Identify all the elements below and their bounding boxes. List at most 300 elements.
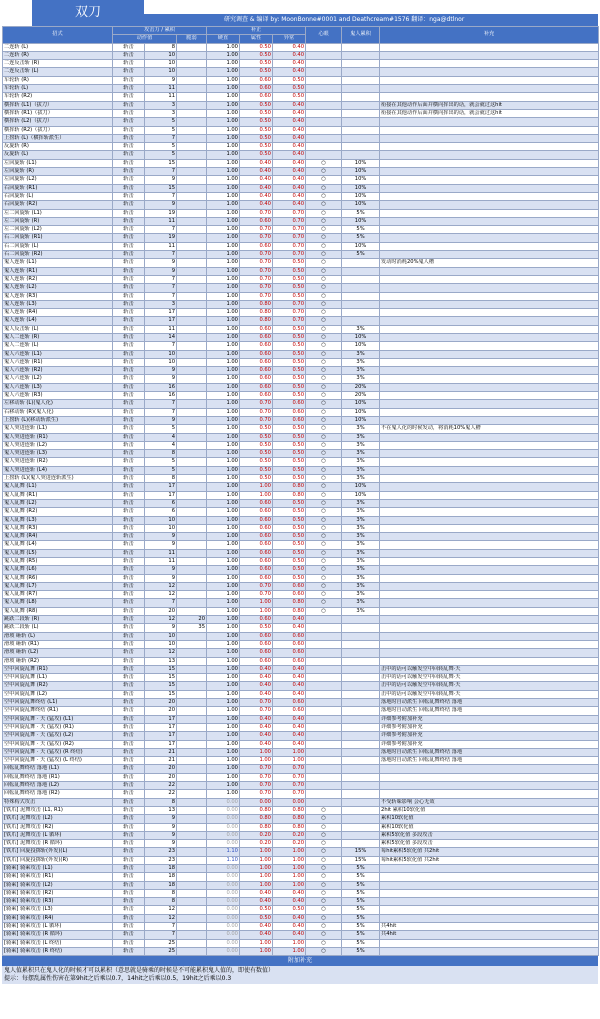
cell-demon bbox=[342, 699, 380, 707]
cell-demon bbox=[342, 284, 380, 292]
cell-abn: 0.60 bbox=[273, 699, 306, 707]
cell-status bbox=[177, 466, 207, 474]
cell-move: 滑坡 砸斩 (R2) bbox=[3, 657, 113, 665]
cell-elem: 0.70 bbox=[240, 782, 273, 790]
cell-note bbox=[380, 234, 599, 242]
cell-heart bbox=[306, 51, 342, 59]
cell-status bbox=[177, 516, 207, 524]
cell-status bbox=[177, 358, 207, 366]
table-row bbox=[3, 906, 599, 914]
cell-type: 斩击 bbox=[113, 400, 145, 408]
cell-elem: 0.40 bbox=[240, 889, 273, 897]
cell-note: 累积5软化值 多段攻击 bbox=[380, 831, 599, 839]
cell-move: 鬼人乱舞 (L7) bbox=[3, 582, 113, 590]
cell-motion: 9 bbox=[145, 375, 177, 383]
cell-note bbox=[380, 508, 599, 516]
cell-heart: ○ bbox=[306, 475, 342, 483]
cell-heart: ○ bbox=[306, 325, 342, 333]
table-row bbox=[3, 881, 599, 889]
cell-motion: 10 bbox=[145, 68, 177, 76]
cell-heart bbox=[306, 43, 342, 51]
cell-hard: 1.10 bbox=[207, 848, 240, 856]
cell-heart: ○ bbox=[306, 234, 342, 242]
cell-hard: 1.00 bbox=[207, 657, 240, 665]
cell-demon bbox=[342, 309, 380, 317]
cell-type: 斩击 bbox=[113, 682, 145, 690]
cell-note bbox=[380, 558, 599, 566]
cell-note: 发动时消耗20%鬼人槽 bbox=[380, 259, 599, 267]
cell-type: 斩击 bbox=[113, 516, 145, 524]
cell-elem: 0.40 bbox=[240, 740, 273, 748]
cell-type: 斩击 bbox=[113, 541, 145, 549]
cell-hard: 1.00 bbox=[207, 715, 240, 723]
cell-abn: 0.50 bbox=[273, 93, 306, 101]
cell-abn: 0.40 bbox=[273, 674, 306, 682]
cell-status bbox=[177, 217, 207, 225]
cell-note bbox=[380, 591, 599, 599]
cell-demon: 5% bbox=[342, 898, 380, 906]
cell-motion: 7 bbox=[145, 226, 177, 234]
cell-demon bbox=[342, 765, 380, 773]
cell-note bbox=[380, 300, 599, 308]
cell-note bbox=[380, 632, 599, 640]
cell-heart: ○ bbox=[306, 558, 342, 566]
cell-motion: 12 bbox=[145, 582, 177, 590]
cell-motion: 8 bbox=[145, 43, 177, 51]
cell-move: 空中回旋乱舞 (R1) bbox=[3, 665, 113, 673]
cell-elem: 0.80 bbox=[240, 815, 273, 823]
cell-abn: 0.50 bbox=[273, 275, 306, 283]
cell-status bbox=[177, 682, 207, 690]
cell-status bbox=[177, 748, 207, 756]
cell-hard: 1.00 bbox=[207, 51, 240, 59]
cell-hard: 0.00 bbox=[207, 889, 240, 897]
cell-elem: 0.40 bbox=[240, 192, 273, 200]
cell-motion: 7 bbox=[145, 275, 177, 283]
cell-elem: 0.60 bbox=[240, 358, 273, 366]
cell-note: 累积5软化值 多段攻击 bbox=[380, 840, 599, 848]
table-row bbox=[3, 201, 599, 209]
cell-move: [骑乘] 骑乘攻击 (R 终结) bbox=[3, 947, 113, 955]
cell-note bbox=[380, 524, 599, 532]
cell-motion: 9 bbox=[145, 823, 177, 831]
cell-elem: 0.60 bbox=[240, 325, 273, 333]
cell-motion: 5 bbox=[145, 126, 177, 134]
cell-status bbox=[177, 524, 207, 532]
cell-heart bbox=[306, 723, 342, 731]
cell-move: 鬼人连斩 (R2) bbox=[3, 275, 113, 283]
cell-motion: 17 bbox=[145, 732, 177, 740]
cell-type: 斩击 bbox=[113, 773, 145, 781]
table-row bbox=[3, 483, 599, 491]
cell-elem: 0.70 bbox=[240, 284, 273, 292]
cell-note: 2hit 累积10软化值 bbox=[380, 806, 599, 814]
table-row bbox=[3, 159, 599, 167]
cell-motion: 17 bbox=[145, 317, 177, 325]
cell-hard: 1.00 bbox=[207, 699, 240, 707]
cell-demon bbox=[342, 143, 380, 151]
cell-move: 空中回旋乱舞终结 (L1) bbox=[3, 699, 113, 707]
cell-motion: 5 bbox=[145, 151, 177, 159]
cell-elem: 0.50 bbox=[240, 134, 273, 142]
cell-note bbox=[380, 450, 599, 458]
cell-motion: 10 bbox=[145, 524, 177, 532]
cell-abn: 1.00 bbox=[273, 757, 306, 765]
cell-demon: 10% bbox=[342, 333, 380, 341]
cell-demon bbox=[342, 690, 380, 698]
cell-note bbox=[380, 342, 599, 350]
cell-demon: 10% bbox=[342, 408, 380, 416]
cell-elem: 0.60 bbox=[240, 640, 273, 648]
cell-status bbox=[177, 831, 207, 839]
cell-type: 斩击 bbox=[113, 674, 145, 682]
cell-hard: 1.00 bbox=[207, 159, 240, 167]
cell-status bbox=[177, 657, 207, 665]
cell-note bbox=[380, 126, 599, 134]
cell-hard: 1.00 bbox=[207, 674, 240, 682]
cell-motion: 16 bbox=[145, 383, 177, 391]
cell-abn: 0.40 bbox=[273, 616, 306, 624]
cell-demon: 3% bbox=[342, 541, 380, 549]
cell-hard: 1.00 bbox=[207, 499, 240, 507]
cell-hard: 1.00 bbox=[207, 333, 240, 341]
cell-note: 详细参考附加补充 bbox=[380, 740, 599, 748]
cell-demon bbox=[342, 151, 380, 159]
table-row bbox=[3, 748, 599, 756]
table-row bbox=[3, 947, 599, 955]
table-row bbox=[3, 732, 599, 740]
cell-move: 上捞斩 (L)(移动斩派生) bbox=[3, 416, 113, 424]
cell-status bbox=[177, 234, 207, 242]
cell-note bbox=[380, 251, 599, 259]
table-row bbox=[3, 815, 599, 823]
cell-elem: 0.60 bbox=[240, 632, 273, 640]
table-row bbox=[3, 226, 599, 234]
cell-hard: 1.00 bbox=[207, 790, 240, 798]
cell-abn: 0.40 bbox=[273, 914, 306, 922]
cell-note bbox=[380, 209, 599, 217]
cell-abn: 0.40 bbox=[273, 682, 306, 690]
table-row bbox=[3, 93, 599, 101]
cell-elem: 0.50 bbox=[240, 51, 273, 59]
cell-move: 右二回旋斩 (R2) bbox=[3, 251, 113, 259]
cell-motion: 21 bbox=[145, 748, 177, 756]
cell-move: 鬼人连斩 (R4) bbox=[3, 309, 113, 317]
cell-motion: 9 bbox=[145, 831, 177, 839]
cell-move: 鬼人乱舞 (L5) bbox=[3, 549, 113, 557]
cell-motion: 8 bbox=[145, 450, 177, 458]
cell-move: [铁爪] 泥舞攻击 (R2) bbox=[3, 823, 113, 831]
cell-abn: 0.40 bbox=[273, 101, 306, 109]
cell-elem: 0.60 bbox=[240, 333, 273, 341]
cell-status bbox=[177, 101, 207, 109]
cell-note bbox=[380, 408, 599, 416]
cell-demon bbox=[342, 267, 380, 275]
cell-type: 斩击 bbox=[113, 558, 145, 566]
cell-type: 斩击 bbox=[113, 582, 145, 590]
cell-move: 二连斩 (R) bbox=[3, 51, 113, 59]
cell-demon: 3% bbox=[342, 475, 380, 483]
cell-elem: 0.40 bbox=[240, 732, 273, 740]
cell-note: 击中的话可以触发空中回转乱舞·天 bbox=[380, 674, 599, 682]
cell-note bbox=[380, 51, 599, 59]
cell-motion: 17 bbox=[145, 491, 177, 499]
cell-heart bbox=[306, 665, 342, 673]
table-row bbox=[3, 773, 599, 781]
cell-demon bbox=[342, 665, 380, 673]
cell-hard: 1.00 bbox=[207, 433, 240, 441]
table-row bbox=[3, 76, 599, 84]
cell-abn: 0.40 bbox=[273, 192, 306, 200]
cell-type: 斩击 bbox=[113, 790, 145, 798]
cell-note: 衔接在其他动作后面并横向挥出的话，就会就过这hit bbox=[380, 109, 599, 117]
cell-demon: 5% bbox=[342, 234, 380, 242]
cell-hard: 1.00 bbox=[207, 475, 240, 483]
cell-abn: 0.60 bbox=[273, 408, 306, 416]
cell-demon bbox=[342, 757, 380, 765]
cell-hard: 1.00 bbox=[207, 740, 240, 748]
cell-type: 斩击 bbox=[113, 947, 145, 955]
footer-heading: 附加补充 bbox=[2, 956, 598, 966]
cell-note bbox=[380, 458, 599, 466]
table-row bbox=[3, 574, 599, 582]
cell-abn: 0.80 bbox=[273, 599, 306, 607]
cell-note: 落地时自动派生 回転乱舞终结 落地 bbox=[380, 757, 599, 765]
table-row bbox=[3, 640, 599, 648]
cell-abn: 0.50 bbox=[273, 375, 306, 383]
cell-heart: ○ bbox=[306, 524, 342, 532]
cell-status bbox=[177, 68, 207, 76]
cell-motion: 17 bbox=[145, 483, 177, 491]
cell-elem: 0.60 bbox=[240, 350, 273, 358]
cell-status bbox=[177, 159, 207, 167]
cell-heart: ○ bbox=[306, 931, 342, 939]
cell-motion: 10 bbox=[145, 350, 177, 358]
table-row bbox=[3, 118, 599, 126]
table-row bbox=[3, 657, 599, 665]
table-row bbox=[3, 292, 599, 300]
cell-demon bbox=[342, 76, 380, 84]
cell-motion: 15 bbox=[145, 674, 177, 682]
cell-note: 击中的话可以触发空中回转乱舞·天 bbox=[380, 665, 599, 673]
table-row bbox=[3, 441, 599, 449]
cell-elem: 0.50 bbox=[240, 458, 273, 466]
cell-abn: 0.50 bbox=[273, 284, 306, 292]
cell-demon: 3% bbox=[342, 425, 380, 433]
cell-note: 落地时自动派生 回転乱舞终结 落地 bbox=[380, 748, 599, 756]
cell-heart bbox=[306, 76, 342, 84]
cell-move: 鬼人乱舞 (L1) bbox=[3, 483, 113, 491]
cell-demon bbox=[342, 109, 380, 117]
cell-move: [铁爪] 泥舞攻击 (L2) bbox=[3, 815, 113, 823]
cell-demon: 3% bbox=[342, 566, 380, 574]
cell-elem: 0.50 bbox=[240, 466, 273, 474]
cell-motion: 20 bbox=[145, 607, 177, 615]
cell-type: 斩击 bbox=[113, 599, 145, 607]
cell-abn: 0.50 bbox=[273, 392, 306, 400]
cell-motion: 9 bbox=[145, 574, 177, 582]
cell-type: 斩击 bbox=[113, 450, 145, 458]
cell-type: 斩击 bbox=[113, 358, 145, 366]
cell-status bbox=[177, 939, 207, 947]
cell-elem: 1.00 bbox=[240, 607, 273, 615]
table-row bbox=[3, 458, 599, 466]
cell-elem: 1.00 bbox=[240, 848, 273, 856]
cell-demon: 5% bbox=[342, 881, 380, 889]
cell-heart: ○ bbox=[306, 914, 342, 922]
cell-abn: 0.50 bbox=[273, 458, 306, 466]
cell-heart: ○ bbox=[306, 342, 342, 350]
cell-motion: 9 bbox=[145, 533, 177, 541]
cell-demon: 20% bbox=[342, 392, 380, 400]
cell-type: 斩击 bbox=[113, 831, 145, 839]
cell-motion: 15 bbox=[145, 184, 177, 192]
cell-heart bbox=[306, 143, 342, 151]
cell-status bbox=[177, 632, 207, 640]
cell-type: 斩击 bbox=[113, 707, 145, 715]
cell-hard: 1.00 bbox=[207, 217, 240, 225]
cell-type: 斩击 bbox=[113, 906, 145, 914]
cell-motion: 23 bbox=[145, 848, 177, 856]
cell-motion: 4 bbox=[145, 441, 177, 449]
cell-motion: 6 bbox=[145, 508, 177, 516]
table-row bbox=[3, 798, 599, 806]
table-row bbox=[3, 782, 599, 790]
cell-motion: 16 bbox=[145, 392, 177, 400]
cell-note bbox=[380, 400, 599, 408]
cell-type: 斩击 bbox=[113, 126, 145, 134]
cell-abn: 0.20 bbox=[273, 840, 306, 848]
cell-elem: 0.70 bbox=[240, 765, 273, 773]
cell-abn: 1.00 bbox=[273, 748, 306, 756]
cell-heart bbox=[306, 134, 342, 142]
table-row bbox=[3, 151, 599, 159]
cell-demon bbox=[342, 118, 380, 126]
cell-move: 空中回旋乱舞 · 天 (猛攻) (R2) bbox=[3, 740, 113, 748]
cell-type: 斩击 bbox=[113, 856, 145, 864]
cell-note bbox=[380, 649, 599, 657]
cell-elem: 0.80 bbox=[240, 823, 273, 831]
cell-hard: 1.00 bbox=[207, 151, 240, 159]
cell-motion: 8 bbox=[145, 889, 177, 897]
cell-status bbox=[177, 931, 207, 939]
cell-status bbox=[177, 184, 207, 192]
cell-type: 斩击 bbox=[113, 632, 145, 640]
table-row bbox=[3, 549, 599, 557]
cell-status bbox=[177, 134, 207, 142]
cell-move: 右二回旋斩 (R1) bbox=[3, 234, 113, 242]
cell-heart: ○ bbox=[306, 400, 342, 408]
cell-demon bbox=[342, 632, 380, 640]
cell-abn: 1.00 bbox=[273, 947, 306, 955]
cell-abn: 0.40 bbox=[273, 931, 306, 939]
table-row bbox=[3, 425, 599, 433]
cell-type: 斩击 bbox=[113, 109, 145, 117]
cell-elem: 0.60 bbox=[240, 508, 273, 516]
cell-motion: 9 bbox=[145, 624, 177, 632]
table-row bbox=[3, 607, 599, 615]
cell-abn: 0.60 bbox=[273, 591, 306, 599]
cell-status bbox=[177, 707, 207, 715]
table-row bbox=[3, 723, 599, 731]
cell-hard: 1.00 bbox=[207, 491, 240, 499]
cell-abn: 0.40 bbox=[273, 109, 306, 117]
cell-elem: 0.50 bbox=[240, 475, 273, 483]
cell-demon: 5% bbox=[342, 939, 380, 947]
cell-heart bbox=[306, 101, 342, 109]
cell-heart: ○ bbox=[306, 947, 342, 955]
table-row bbox=[3, 632, 599, 640]
cell-hard: 1.00 bbox=[207, 508, 240, 516]
cell-move: 鬼人乱舞 (R6) bbox=[3, 574, 113, 582]
cell-type: 斩击 bbox=[113, 367, 145, 375]
cell-elem: 0.60 bbox=[240, 217, 273, 225]
table-row bbox=[3, 790, 599, 798]
cell-move: [骑乘] 骑乘攻击 (R2) bbox=[3, 889, 113, 897]
table-row bbox=[3, 939, 599, 947]
cell-heart bbox=[306, 93, 342, 101]
cell-elem: 0.60 bbox=[240, 242, 273, 250]
cell-hard: 0.00 bbox=[207, 873, 240, 881]
cell-type: 斩击 bbox=[113, 823, 145, 831]
cell-abn: 0.60 bbox=[273, 707, 306, 715]
cell-status bbox=[177, 367, 207, 375]
cell-elem: 0.40 bbox=[240, 184, 273, 192]
cell-hard: 1.00 bbox=[207, 350, 240, 358]
cell-hard: 1.00 bbox=[207, 773, 240, 781]
cell-elem: 0.40 bbox=[240, 898, 273, 906]
cell-demon bbox=[342, 275, 380, 283]
cell-elem: 0.60 bbox=[240, 93, 273, 101]
cell-type: 斩击 bbox=[113, 765, 145, 773]
table-row bbox=[3, 873, 599, 881]
table-row bbox=[3, 707, 599, 715]
cell-demon: 3% bbox=[342, 450, 380, 458]
cell-motion: 23 bbox=[145, 856, 177, 864]
cell-elem: 1.00 bbox=[240, 873, 273, 881]
cell-type: 斩击 bbox=[113, 51, 145, 59]
cell-status bbox=[177, 93, 207, 101]
cell-type: 斩击 bbox=[113, 209, 145, 217]
cell-elem: 0.70 bbox=[240, 234, 273, 242]
table-row bbox=[3, 931, 599, 939]
table-row bbox=[3, 284, 599, 292]
cell-heart bbox=[306, 649, 342, 657]
cell-hard: 1.00 bbox=[207, 68, 240, 76]
cell-heart: ○ bbox=[306, 831, 342, 839]
cell-type: 斩击 bbox=[113, 740, 145, 748]
cell-motion: 7 bbox=[145, 342, 177, 350]
cell-note bbox=[380, 657, 599, 665]
cell-demon bbox=[342, 300, 380, 308]
cell-move: 跳跃二段斩 (L) bbox=[3, 624, 113, 632]
cell-abn: 0.50 bbox=[273, 466, 306, 474]
cell-abn: 0.40 bbox=[273, 168, 306, 176]
cell-note bbox=[380, 541, 599, 549]
cell-elem: 0.70 bbox=[240, 591, 273, 599]
cell-note bbox=[380, 499, 599, 507]
cell-type: 斩击 bbox=[113, 848, 145, 856]
cell-heart: ○ bbox=[306, 815, 342, 823]
cell-move: 左回旋斩 (L1) bbox=[3, 159, 113, 167]
cell-status bbox=[177, 889, 207, 897]
cell-heart: ○ bbox=[306, 251, 342, 259]
cell-status bbox=[177, 60, 207, 68]
cell-elem: 1.00 bbox=[240, 864, 273, 872]
cell-demon: 5% bbox=[342, 906, 380, 914]
table-row bbox=[3, 358, 599, 366]
cell-demon bbox=[342, 682, 380, 690]
